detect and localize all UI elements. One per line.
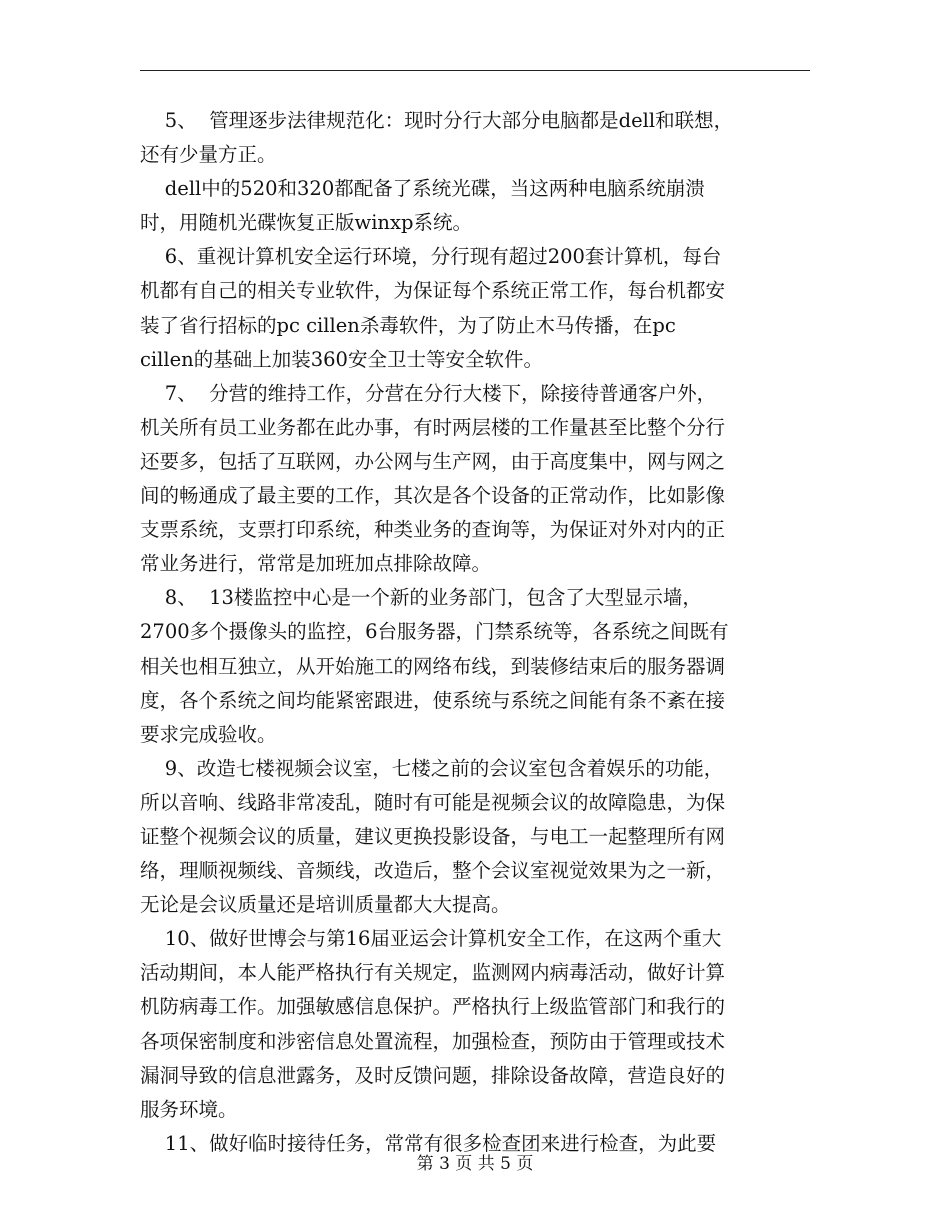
text-line: 7、 分营的维持工作，分营在分行大楼下，除接待普通客户外， [140, 381, 717, 405]
text-line: 8、 13楼监控中心是一个新的业务部门，包含了大型显示墙， [140, 586, 702, 610]
text-line: 机都有自己的相关专业软件，为保证每个系统正常工作，每台机都安 [140, 279, 726, 303]
text-line: 还有少量方正。 [140, 143, 277, 167]
header-rule [140, 70, 810, 71]
text-line: 要求完成验收。 [140, 722, 277, 746]
text-line: 服务环境。 [140, 1097, 238, 1121]
text-line: 机关所有员工业务都在此办事，有时两层楼的工作量甚至比整个分行 [140, 415, 726, 439]
text-line: 时，用随机光碟恢复正版winxp系统。 [140, 211, 472, 235]
text-line: 络，理顺视频线、音频线，改造后，整个会议室视觉效果为之一新， [140, 859, 726, 883]
body-text [140, 104, 810, 1161]
page-number-footer: 第 3 页 共 5 页 [416, 1154, 534, 1174]
text-line: cillen的基础上加装360安全卫士等安全软件。 [140, 347, 543, 371]
text-line: 度，各个系统之间均能紧密跟进，使系统与系统之间能有条不紊在接 [140, 688, 726, 712]
text-line: 证整个视频会议的质量，建议更换投影设备，与电工一起整理所有网 [140, 824, 726, 848]
text-line: 2700多个摄像头的监控，6台服务器，门禁系统等，各系统之间既有 [140, 620, 729, 644]
text-line: 还要多，包括了互联网，办公网与生产网，由于高度集中，网与网之 [140, 449, 726, 473]
text-line: 支票系统，支票打印系统，种类业务的查询等，为保证对外对内的正 [140, 518, 726, 542]
text-line: 活动期间，本人能严格执行有关规定，监测网内病毒活动，做好计算 [140, 961, 726, 985]
text-line: 无论是会议质量还是培训质量都大大提高。 [140, 893, 511, 917]
text-line: 常业务进行，常常是加班加点排除故障。 [140, 552, 492, 576]
text-line: 10、做好世博会与第16届亚运会计算机安全工作，在这两个重大 [140, 927, 722, 951]
text-line: 5、 管理逐步法律规范化：现时分行大部分电脑都是dell和联想， [140, 109, 734, 132]
text-line: 相关也相互独立，从开始施工的网络布线，到装修结束后的服务器调 [140, 654, 726, 678]
text-line: 各项保密制度和涉密信息处置流程，加强检查，预防由于管理或技术 [140, 1029, 726, 1053]
text-line: 漏洞导致的信息泄露务，及时反馈问题，排除设备故障，营造良好的 [140, 1063, 726, 1087]
text-line: dell中的520和320都配备了系统光碟，当这两种电脑系统崩溃 [140, 177, 705, 201]
text-line: 机防病毒工作。加强敏感信息保护。严格执行上级监管部门和我行的 [140, 995, 726, 1019]
text-line: 11、做好临时接待任务，常常有很多检查团来进行检查，为此要 [140, 1131, 717, 1155]
text-line: 装了省行招标的pc cillen杀毒软件，为了防止木马传播，在pc [140, 313, 676, 337]
text-line: 间的畅通成了最主要的工作，其次是各个设备的正常动作，比如影像 [140, 484, 726, 508]
text-line: 6、重视计算机安全运行环境，分行现有超过200套计算机，每台 [140, 245, 722, 269]
text-line: 所以音响、线路非常凌乱，随时有可能是视频会议的故障隐患，为保 [140, 790, 726, 814]
text-line: 9、改造七楼视频会议室，七楼之前的会议室包含着娱乐的功能， [140, 756, 724, 780]
